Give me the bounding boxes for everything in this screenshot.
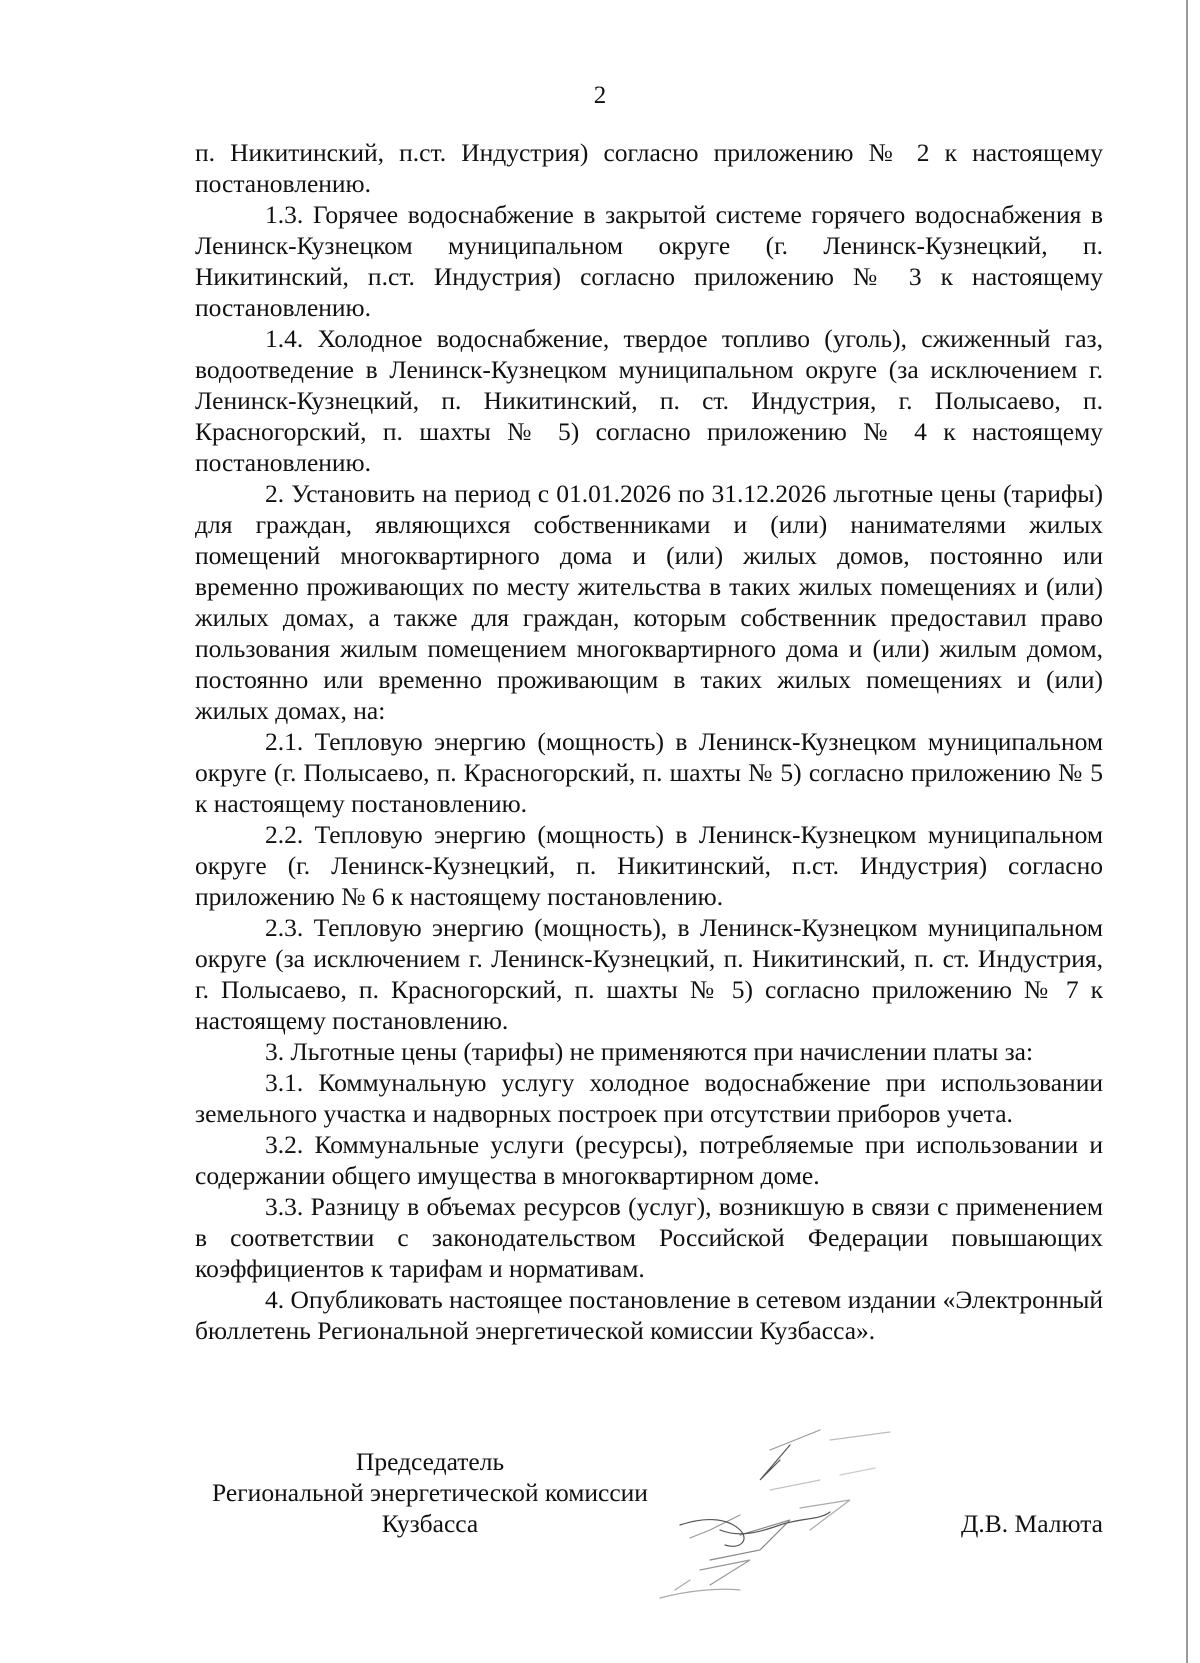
handwritten-signature [590, 1420, 950, 1620]
signatory-title-line-3: Кузбасса [381, 1509, 479, 1538]
paragraph-3-2: 3.2. Коммунальные услуги (ресурсы), потребляемые при использовании и содержании общего имущества в многоквартирном доме. [195, 1130, 1103, 1190]
page-number: 2 [593, 82, 607, 109]
paragraph-3-1: 3.1. Коммунальную услугу холодное водоснабжение при использовании земельного участка и надворных построек при отсутствии приборов учета. [195, 1068, 1103, 1128]
signatory-title-line-2: Региональной энергетической комиссии [212, 1478, 648, 1507]
paragraph-1-3: 1.3. Горячее водоснабжение в закрытой системе горячего водоснабжения в Ленинск-Кузнецком муниципальном округе (г. Ленинск-Кузнецкий, п. Никитинский, п.ст. Индустрия) согласно приложению № 3 к настоящему постановлению. [195, 200, 1103, 322]
paragraph-4: 4. Опубликовать настоящее постановление в сетевом издании «Электронный бюллетень Региональной энергетической комиссии Кузбасса». [195, 1285, 1103, 1345]
signatory-title-line-1: Председатель [355, 1447, 505, 1476]
paragraph-2-2: 2.2. Тепловую энергию (мощность) в Ленинск-Кузнецком муниципальном округе (г. Ленинск-Кузнецкий, п. Никитинский, п.ст. Индустрия) согласно приложению № 6 к настоящему постановлению. [195, 820, 1103, 911]
paragraph-3: 3. Льготные цены (тарифы) не применяются при начислении платы за: [265, 1037, 1034, 1066]
paragraph-2-3: 2.3. Тепловую энергию (мощность), в Ленинск-Кузнецком муниципальном округе (за исключением г. Ленинск-Кузнецкий, п. Никитинский, п. ст. Индустрия, г. Полысаево, п. Красногорский, п. шахты № 5) согласно приложению № 7 к настоящему постановлению. [195, 913, 1103, 1035]
paragraph-2: 2. Установить на период с 01.01.2026 по 31.12.2026 льготные цены (тарифы) для граждан, являющихся собственниками и (или) нанимателями жилых помещений многоквартирного дома и (или) жилых домов, постоянно или временно проживающих по месту жительства в таких жилых помещениях и (или) жилых домах, а также для граждан, которым собственник предоставил право пользования жилым помещением многоквартирного дома и (или) жилым домом, постоянно или временно проживающим в таких жилых помещениях и (или) жилых домах, на: [195, 479, 1103, 725]
paragraph-continuation: п. Никитинский, п.ст. Индустрия) согласно приложению № 2 к настоящему постановлению. [195, 138, 1103, 198]
document-body [195, 137, 1103, 1346]
paragraph-2-1: 2.1. Тепловую энергию (мощность) в Ленинск-Кузнецком муниципальном округе (г. Полысаево, п. Красногорский, п. шахты № 5) согласно приложению № 5 к настоящему постановлению. [195, 727, 1103, 818]
scan-edge-line [1186, 0, 1188, 1663]
signatory-name: Д.В. Малюта [961, 1509, 1103, 1538]
paragraph-3-3: 3.3. Разницу в объемах ресурсов (услуг), возникшую в связи с применением в соответствии с законодательством Российской Федерации повышающих коэффициентов к тарифам и нормативам. [195, 1192, 1103, 1283]
paragraph-1-4: 1.4. Холодное водоснабжение, твердое топливо (уголь), сжиженный газ, водоотведение в Ленинск-Кузнецком муниципальном округе (за исключением г. Ленинск-Кузнецкий, п. Никитинский, п. ст. Индустрия, г. Полысаево, п. Красногорский, п. шахты № 5) согласно приложению № 4 к настоящему постановлению. [195, 324, 1103, 477]
